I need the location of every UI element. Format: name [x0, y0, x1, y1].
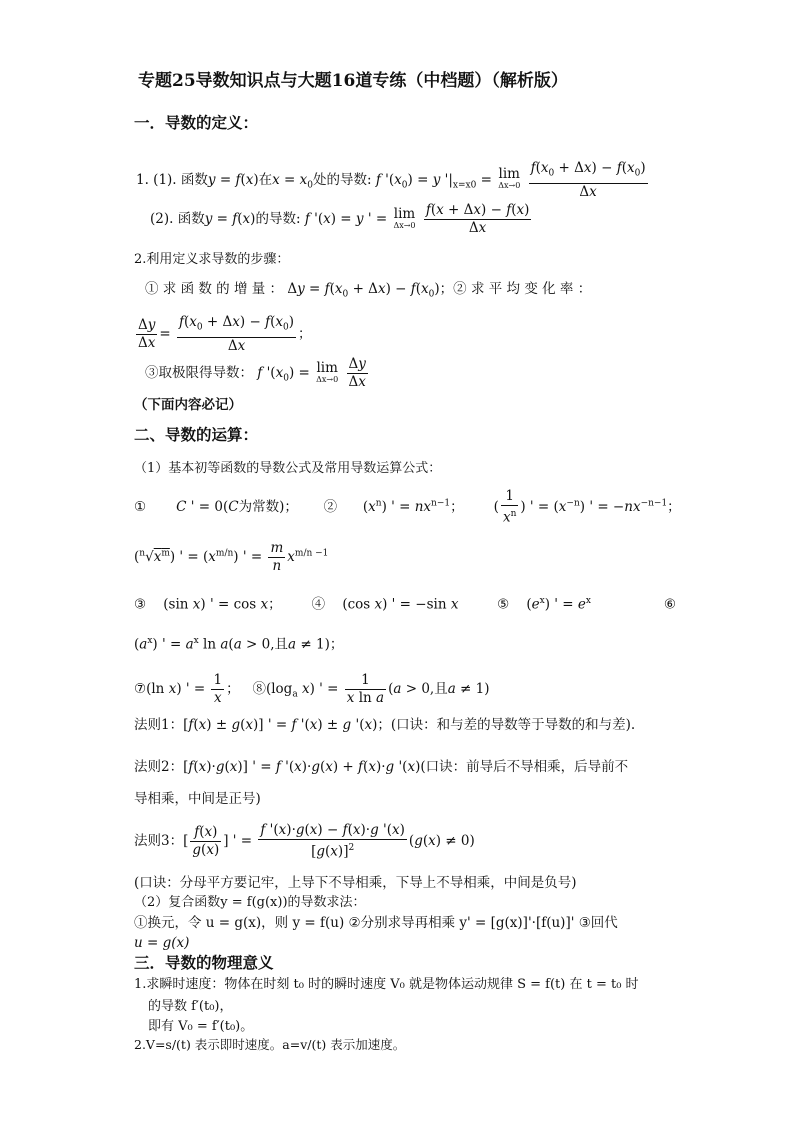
section1-heading: 一．导数的定义： [134, 113, 259, 132]
velocity-line-2: 的导数 f′(t₀)， [148, 999, 233, 1014]
rule2-label: 法则2： [134, 759, 184, 775]
formula-log: ⑦(ln x) ' = $\frac{1}{x}$ ； $⑧(\log_a$ x) ' = $\frac{1}{\text{x ln a}}$ (a > 0,且a ≠ 1) [134, 672, 490, 706]
step2-text: ；② 求 平 均 变 化 率 ： [439, 281, 592, 297]
definition-line-1: 1. (1). 函数y = f(x)在$x = x_0$处的导数: f '$(x_0) = y$ '$|_{x=x0} = \lim$ Δx→0 $\frac{f(x_0 + \Delta x) - f(x_0)}{\Delta x}$ [136, 160, 646, 200]
section3-heading: 三．导数的物理意义 [134, 953, 274, 972]
velocity-line-3: 即有 V₀ = f′(t₀)。 [148, 1019, 254, 1034]
rule3-label: 法则3： [134, 832, 184, 849]
memorize-note: （下面内容必记） [134, 397, 242, 413]
rule-3-note: (口诀：分母平方要记牢，上导下不导相乘，下导上不导相乘，中间是负号) [134, 875, 577, 891]
definition-line-2: (2). 函数y = f(x)的导数: f '(x) = y ' = lim Δx→0 $\frac{f(x + \Delta x) - f(x)}{\Delta x}$ [150, 202, 530, 236]
def1-label: 1. (1). 函数 [136, 171, 208, 188]
page-title: 专题25导数知识点与大题16道专练（中档题）（解析版） [138, 71, 568, 91]
rule-2-cont: 导相乘，中间是正号) [134, 791, 261, 807]
formula-row-1: ① C ' = 0(C为常数)； ② $(x^n)$ ' = $nx^{n-1}$； ( $\frac{1}{x^n}$ ) ' = $(x^{-n})$ ' = $-nx^{-n-1}$； [134, 488, 681, 526]
rule1-label: 法则1： [134, 717, 184, 733]
step3-text: ③取极限得导数： [145, 365, 253, 381]
velocity-line-4: 2.V=s/(t) 表示即时速度。a=v/(t) 表示加速度。 [134, 1037, 406, 1052]
steps-title: 2.利用定义求导数的步骤： [134, 252, 290, 267]
formula-row-trig: ③ (sin x) ' = cos x； ④ (cos x) ' = −sin x ⑤ $(e^x)$ ' = $e^x$ ⑥ [134, 596, 677, 613]
composite-steps: ①换元，令 u = g(x)，则 y = f(u) ②分别求导再相乘 y' = [g(x)]'·[f(u)]' ③回代 [134, 915, 618, 931]
average-rate-formula: $\frac{\Delta y}{\Delta x}$ = $\frac{f(x_0 + \Delta x) - f(x_0)}{\Delta x}$ ； [138, 314, 312, 354]
rule-2: 法则2：[f(x)·g(x)] ' = f '(x)·g(x) + f(x)·g '(x)(口诀：前导后不导相乘，后导前不 [134, 759, 629, 775]
def2-label: (2). 函数 [150, 211, 205, 227]
rule-3: 法则3：[ $\frac{f(x)}{g(x)}$ ] ' = $\frac{f '(x)\cdot g(x) - f(x)\cdot g '(x)}{[g(x)]^2}$ (g(x) ≠ 0) [134, 822, 475, 860]
rule2-note: (口诀：前导后不导相乘，后导前不 [420, 759, 629, 775]
formulas-subtitle: （1）基本初等函数的导数公式及常用导数运算公式： [134, 461, 442, 476]
composite-subtitle: （2）复合函数y = f(g(x))的导数求法： [134, 895, 366, 910]
formula-exp: $(a^x)$ ' = $a^x$ ln a(a > 0,且a ≠ 1)； [134, 636, 344, 653]
section2-heading: 二、导数的运算： [134, 425, 259, 444]
step-1-line: ① 求 函 数 的 增 量 ： $\Delta y = f(x_0 + \Delta x) - f(x_0)$；② 求 平 均 变 化 率 ： [145, 281, 592, 300]
def1-mid: 处的导数: [313, 171, 372, 188]
rule-1: 法则1：[f(x) ± g(x)] ' = f '(x) ± g '(x)；(口诀：和与差的导数等于导数的和与差). [134, 717, 636, 733]
formula-root: $(^n√x^m)$ ' = $(x^{m/n})$ ' = $\frac{m}{n}$ $x^{m/n -1}$ [134, 540, 329, 574]
composite-substitute: u = g(x) [134, 935, 190, 951]
step-3-line: ③取极限得导数： f '$(x_0) = \lim$ Δx→0 $\frac{\Delta y}{\Delta x}$ [145, 356, 366, 390]
rule1-note: ；(口诀：和与差的导数等于导数的和与差). [377, 717, 636, 733]
velocity-line-1: 1.求瞬时速度：物体在时刻 t₀ 时的瞬时速度 V₀ 就是物体运动规律 S = f(t) 在 t = t₀ 时 [134, 977, 639, 992]
step1-text: ① 求 函 数 的 增 量 ： [145, 281, 284, 297]
def2-mid: 的导数: [255, 211, 301, 227]
